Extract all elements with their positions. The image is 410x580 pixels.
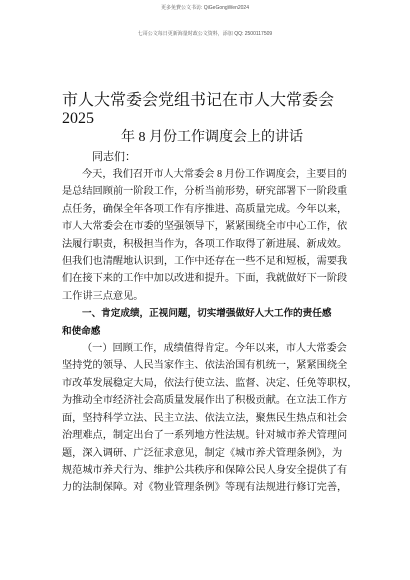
body-line: 工作讲三点意见。 (62, 290, 144, 302)
body-line: 市人大常委会在市委的坚强领导下，紧紧围绕全市中心工作，依 (62, 221, 348, 233)
header-contact-line: 七哥公文每日更新海量时政公文资料，添加 QQ: 2500117509 (137, 31, 273, 37)
document-title-line-2: 年 8 月份工作调度会上的讲话 (121, 130, 303, 145)
body-line: 是总结回顾前一阶段工作，分析当前形势，研究部署下一阶段重 (62, 186, 348, 198)
document-title-line-1: 市人大常委会党组书记在市人大常委会2025 (62, 92, 335, 127)
body-line: （一）回顾工作，成绩值得肯定。今年以来，市人大常委会 (82, 343, 347, 355)
body-line: 坚持党的领导、人民当家作主、依法治国有机统一，紧紧围绕全 (62, 360, 348, 372)
body-line: 但我们也清醒地认识到，工作中还存在一些不足和短板，需要我 (62, 256, 348, 268)
body-line: 法履行职责，积极担当作为，各项工作取得了新进展、新成效。 (62, 238, 348, 250)
body-line: 面，坚持科学立法、民主立法、依法立法，聚焦民生热点和社会 (62, 412, 348, 424)
body-line: 治理难点，制定出台了一系列地方性法规。针对城市养犬管理问 (62, 430, 348, 442)
section-heading: 一、肯定成绩，正视问题，切实增强做好人大工作的责任感 (82, 308, 332, 320)
body-line: 市改革发展稳定大局，依法行使立法、监督、决定、任免等职权， (62, 377, 358, 389)
section-heading: 和使命感 (62, 325, 101, 337)
body-line: 点任务，确保全年各项工作有序推进、高质量完成。今年以来， (62, 203, 348, 215)
body-line: 题，深入调研、广泛征求意见，制定《城市养犬管理条例》，为 (62, 447, 343, 459)
body-line: 们在接下来的工作中加以改进和提升。下面，我就做好下一阶段 (62, 273, 348, 285)
body-line: 为推动全市经济社会高质量发展作出了积极贡献。在立法工作方 (62, 395, 348, 407)
body-line: 规范城市养犬行为、维护公共秩序和保障公民人身安全提供了有 (62, 464, 348, 476)
greeting: 同志们： (92, 151, 136, 163)
header-promo-line: 更多免費公文书访: QiGeGongWen2024 (161, 5, 249, 11)
document-body (62, 166, 362, 497)
body-line: 力的法制保障。对《物业管理条例》等现有法规进行修订完善， (62, 482, 348, 494)
body-line: 今天，我们召开市人大常委会 8 月份工作调度会，主要目的 (82, 169, 347, 180)
